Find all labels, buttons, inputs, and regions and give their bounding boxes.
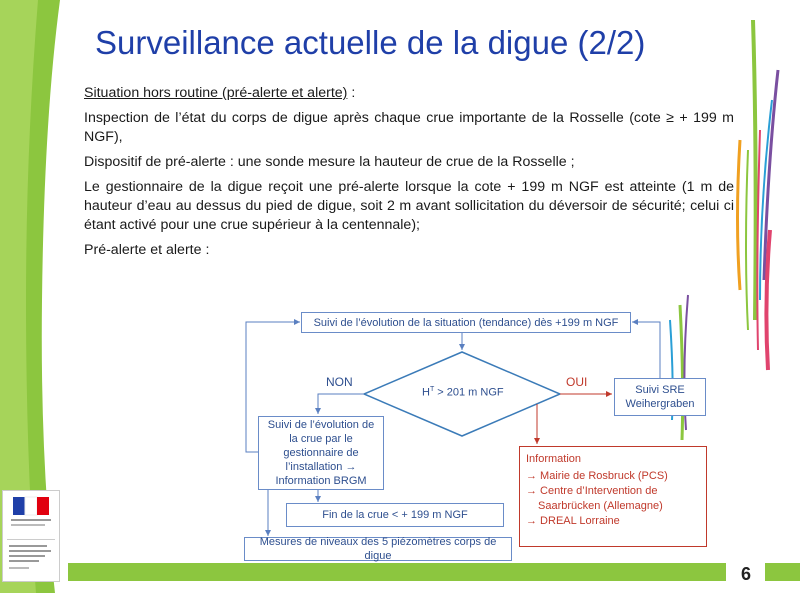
oui-label: OUI [566,375,588,389]
decision-label: $H^T > 201$ m NGF [422,386,504,399]
sre-box: Suivi SRE Weihergraben [614,378,706,416]
top-step-box: Suivi de l’évolution de la situation (tendance) dès +199 m NGF [301,312,631,333]
information-box: Information → Mairie de Rosbruck (PCS) → Centre d’Intervention de Saarbrücken (Allemagne) → DREAL Lorraine [519,446,707,547]
paragraph-inspection: Inspection de l’état du corps de digue après chaque crue importante de la Rosselle (cote ≥ + 199 m NGF), [84,110,734,145]
paragraph-dispositif: Dispositif de pré-alerte : une sonde mesure la hauteur de crue de la Rosselle ; [84,154,575,170]
paragraph-prealerte: Pré-alerte et alerte : [84,242,210,258]
manager-follow-box: Suivi de l’évolution de la crue par le gestionnaire de l’installation → Information BRGM [258,416,384,490]
paragraph-gestionnaire: Le gestionnaire de la digue reçoit une pré-alerte lorsque la cote + 199 m NGF est atteinte (1 m de hauteur d’eau au dessus du pied de digue, soit 2 m avant sollicitation du déversoir de sécurité; celui ci étant activé pour une crue supérieur à la centennale); [84,179,734,233]
end-flood-box: Fin de la crue < + 199 m NGF [286,503,504,527]
bottom-green-bar [68,563,726,581]
bottom-green-bar-right [765,563,800,581]
republique-francaise-logo [2,490,60,582]
piezometer-box: Mesures de niveaux des 5 piézomètres corps de digue [244,537,512,561]
non-label: NON [326,375,353,389]
section-heading: Situation hors routine (pré-alerte et alerte) : [84,85,356,101]
page-title: Surveillance actuelle de la digue (2/2) [95,24,646,61]
page-number: 6 [727,563,765,585]
